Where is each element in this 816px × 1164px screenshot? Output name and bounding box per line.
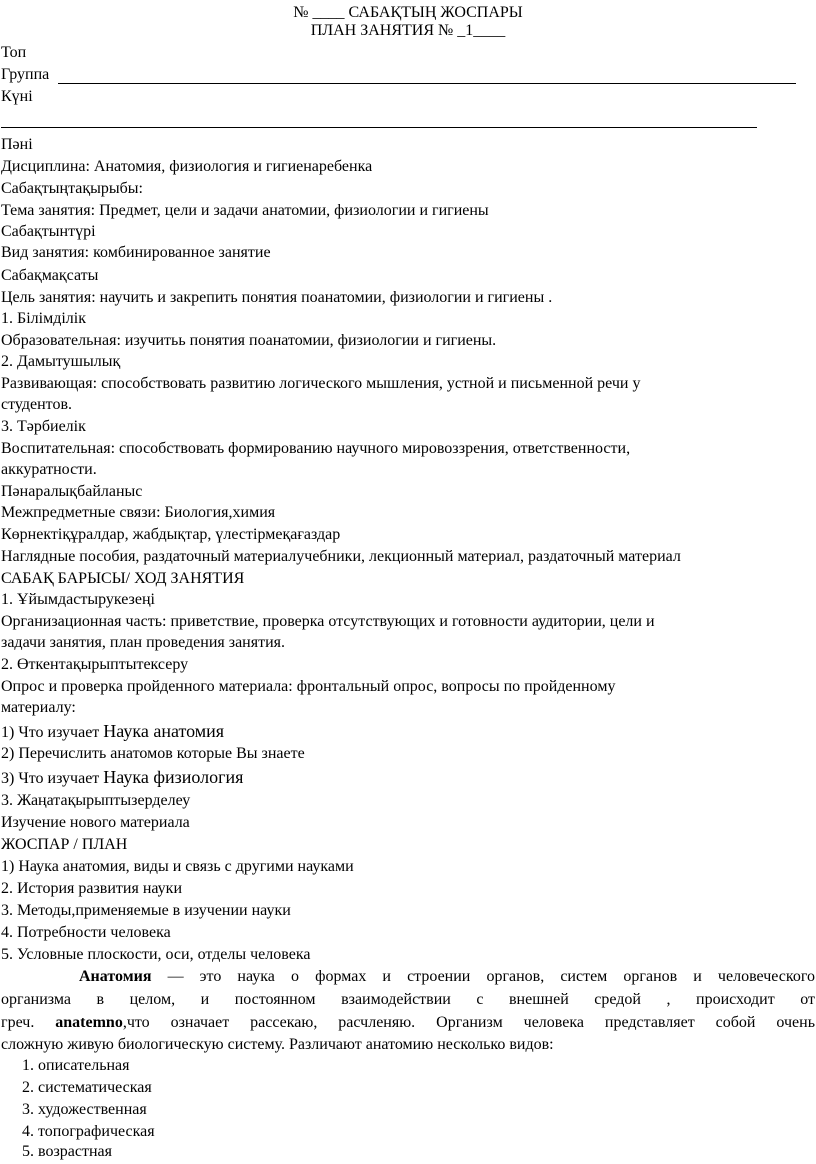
group-fill-line <box>58 83 796 84</box>
anatomy-kind-2: 2. систематическая <box>22 1079 152 1096</box>
paragraph-line-1 <box>1 966 815 988</box>
day-label: Күні <box>1 88 33 105</box>
greek-term: anatemno <box>55 1014 123 1031</box>
paragraph-line-1-text: — это наука о формах и строении органов, систем органов и человеческого <box>151 968 815 985</box>
group-kz-label: Топ <box>1 44 27 61</box>
plan-title-ru: ПЛАН ЗАНЯТИЯ № _1____ <box>310 22 506 39</box>
check-ru-line2: материалу: <box>1 699 76 716</box>
plan-item-2: 2. История развития науки <box>1 880 182 897</box>
plan-title-kz: № ____ САБАҚТЫҢ ЖОСПАРЫ <box>293 4 523 21</box>
upb-ru-line2: аккуратности. <box>1 461 97 478</box>
plan-item-4: 4. Потребности человека <box>1 924 171 941</box>
anatomy-kind-5: 5. возрастная <box>22 1143 112 1160</box>
question-2: 2) Перечислить анатомов которые Вы знаете <box>1 745 305 762</box>
type-kz: Сабақтынтүрі <box>1 223 96 240</box>
goal-kz: Сабақмақсаты <box>1 267 99 284</box>
question-3-subject: Наука физиология <box>103 767 244 787</box>
inter-ru: Межпредметные связи: Биология,химия <box>1 504 276 521</box>
org-ru-line1: Организационная часть: приветствие, проверка отсутствующих и готовности аудитории, цели и <box>1 613 655 630</box>
topic-kz: Сабақтыңтақырыбы: <box>1 180 143 197</box>
edu-ru: Образовательная: изучитьь понятия поанатомии, физиологии и гигиены. <box>1 332 497 349</box>
subject-ru: Дисциплина: Анатомия, физиология и гигиенаребенка <box>1 158 373 175</box>
edu-kz: 1. Білімділік <box>1 310 86 327</box>
plan-item-3: 3. Методы,применяемые в изучении науки <box>1 902 291 919</box>
anatomy-kind-1: 1. описательная <box>22 1057 130 1074</box>
check-kz: 2. Өткентақырыптытексеру <box>1 656 189 673</box>
new-ru: Изучение нового материала <box>1 814 190 831</box>
question-1 <box>1 720 224 744</box>
anatomy-kind-4: 4. топографическая <box>22 1123 155 1140</box>
goal-ru: Цель занятия: научить и закрепить понятия поанатомии, физиологии и гигиены . <box>1 289 553 306</box>
check-ru-line1: Опрос и проверка пройденного материала: фронтальный опрос, вопросы по пройденному <box>1 678 616 695</box>
plan-heading: ЖОСПАР / ПЛАН <box>1 836 128 853</box>
type-ru: Вид занятия: комбинированное занятие <box>1 244 271 261</box>
day-fill-line <box>1 127 757 128</box>
question-1-subject: Наука анатомия <box>103 721 225 741</box>
paragraph-line-3-text: ,что означает рассекаю, расчленяю. Организм человека представляет собой очень <box>122 1014 815 1031</box>
plan-item-5: 5. Условные плоскости, оси, отделы человека <box>1 946 311 963</box>
paragraph-line-4: сложную живую биологическую систему. Различают анатомию несколько видов: <box>1 1036 554 1053</box>
topic-ru: Тема занятия: Предмет, цели и задачи анатомии, физиологии и гигиены <box>1 202 489 219</box>
question-3 <box>1 766 243 790</box>
dev-kz: 2. Дамытушылық <box>1 353 121 370</box>
paragraph-line-3 <box>1 1012 815 1034</box>
aids-kz: Көрнектіқұралдар, жабдықтар, үлестірмеқағаздар <box>1 526 341 543</box>
upb-ru-line1: Воспитательная: способствовать формированию научного мировоззрения, ответственности, <box>1 440 631 457</box>
course-heading: САБАҚ БАРЫСЫ/ ХОД ЗАНЯТИЯ <box>1 570 245 587</box>
org-kz: 1. Ұйымдастырукезеңі <box>1 591 155 608</box>
inter-kz: Пәнаралықбайланыс <box>1 483 143 500</box>
group-label: Группа <box>1 66 50 83</box>
anatomy-kind-3: 3. художественная <box>22 1101 147 1118</box>
question-1-prefix: 1) Что изучает <box>1 724 104 741</box>
question-3-prefix: 3) Что изучает <box>1 770 104 787</box>
upb-kz: 3. Тәрбиелік <box>1 418 86 435</box>
org-ru-line2: задачи занятия, план проведения занятия. <box>1 634 285 651</box>
plan-item-1: 1) Наука анатомия, виды и связь с другими науками <box>1 858 354 875</box>
dev-ru-line1: Развивающая: способствовать развитию логического мышления, устной и письменной речи у <box>1 375 641 392</box>
dev-ru-line2: студентов. <box>1 396 73 413</box>
subject-kz: Пәні <box>1 136 33 153</box>
anatomy-term: Анатомия <box>79 968 152 985</box>
new-kz: 3. Жаңатақырыптызерделеу <box>1 792 191 809</box>
aids-ru: Наглядные пособия, раздаточный материалучебники, лекционный материал, раздаточный материал <box>1 548 681 565</box>
paragraph-line-3-prefix: греч. <box>1 1014 56 1031</box>
paragraph-line-2: организма в целом, и постоянном взаимодействии с внешней средой , происходит от <box>1 991 815 1008</box>
